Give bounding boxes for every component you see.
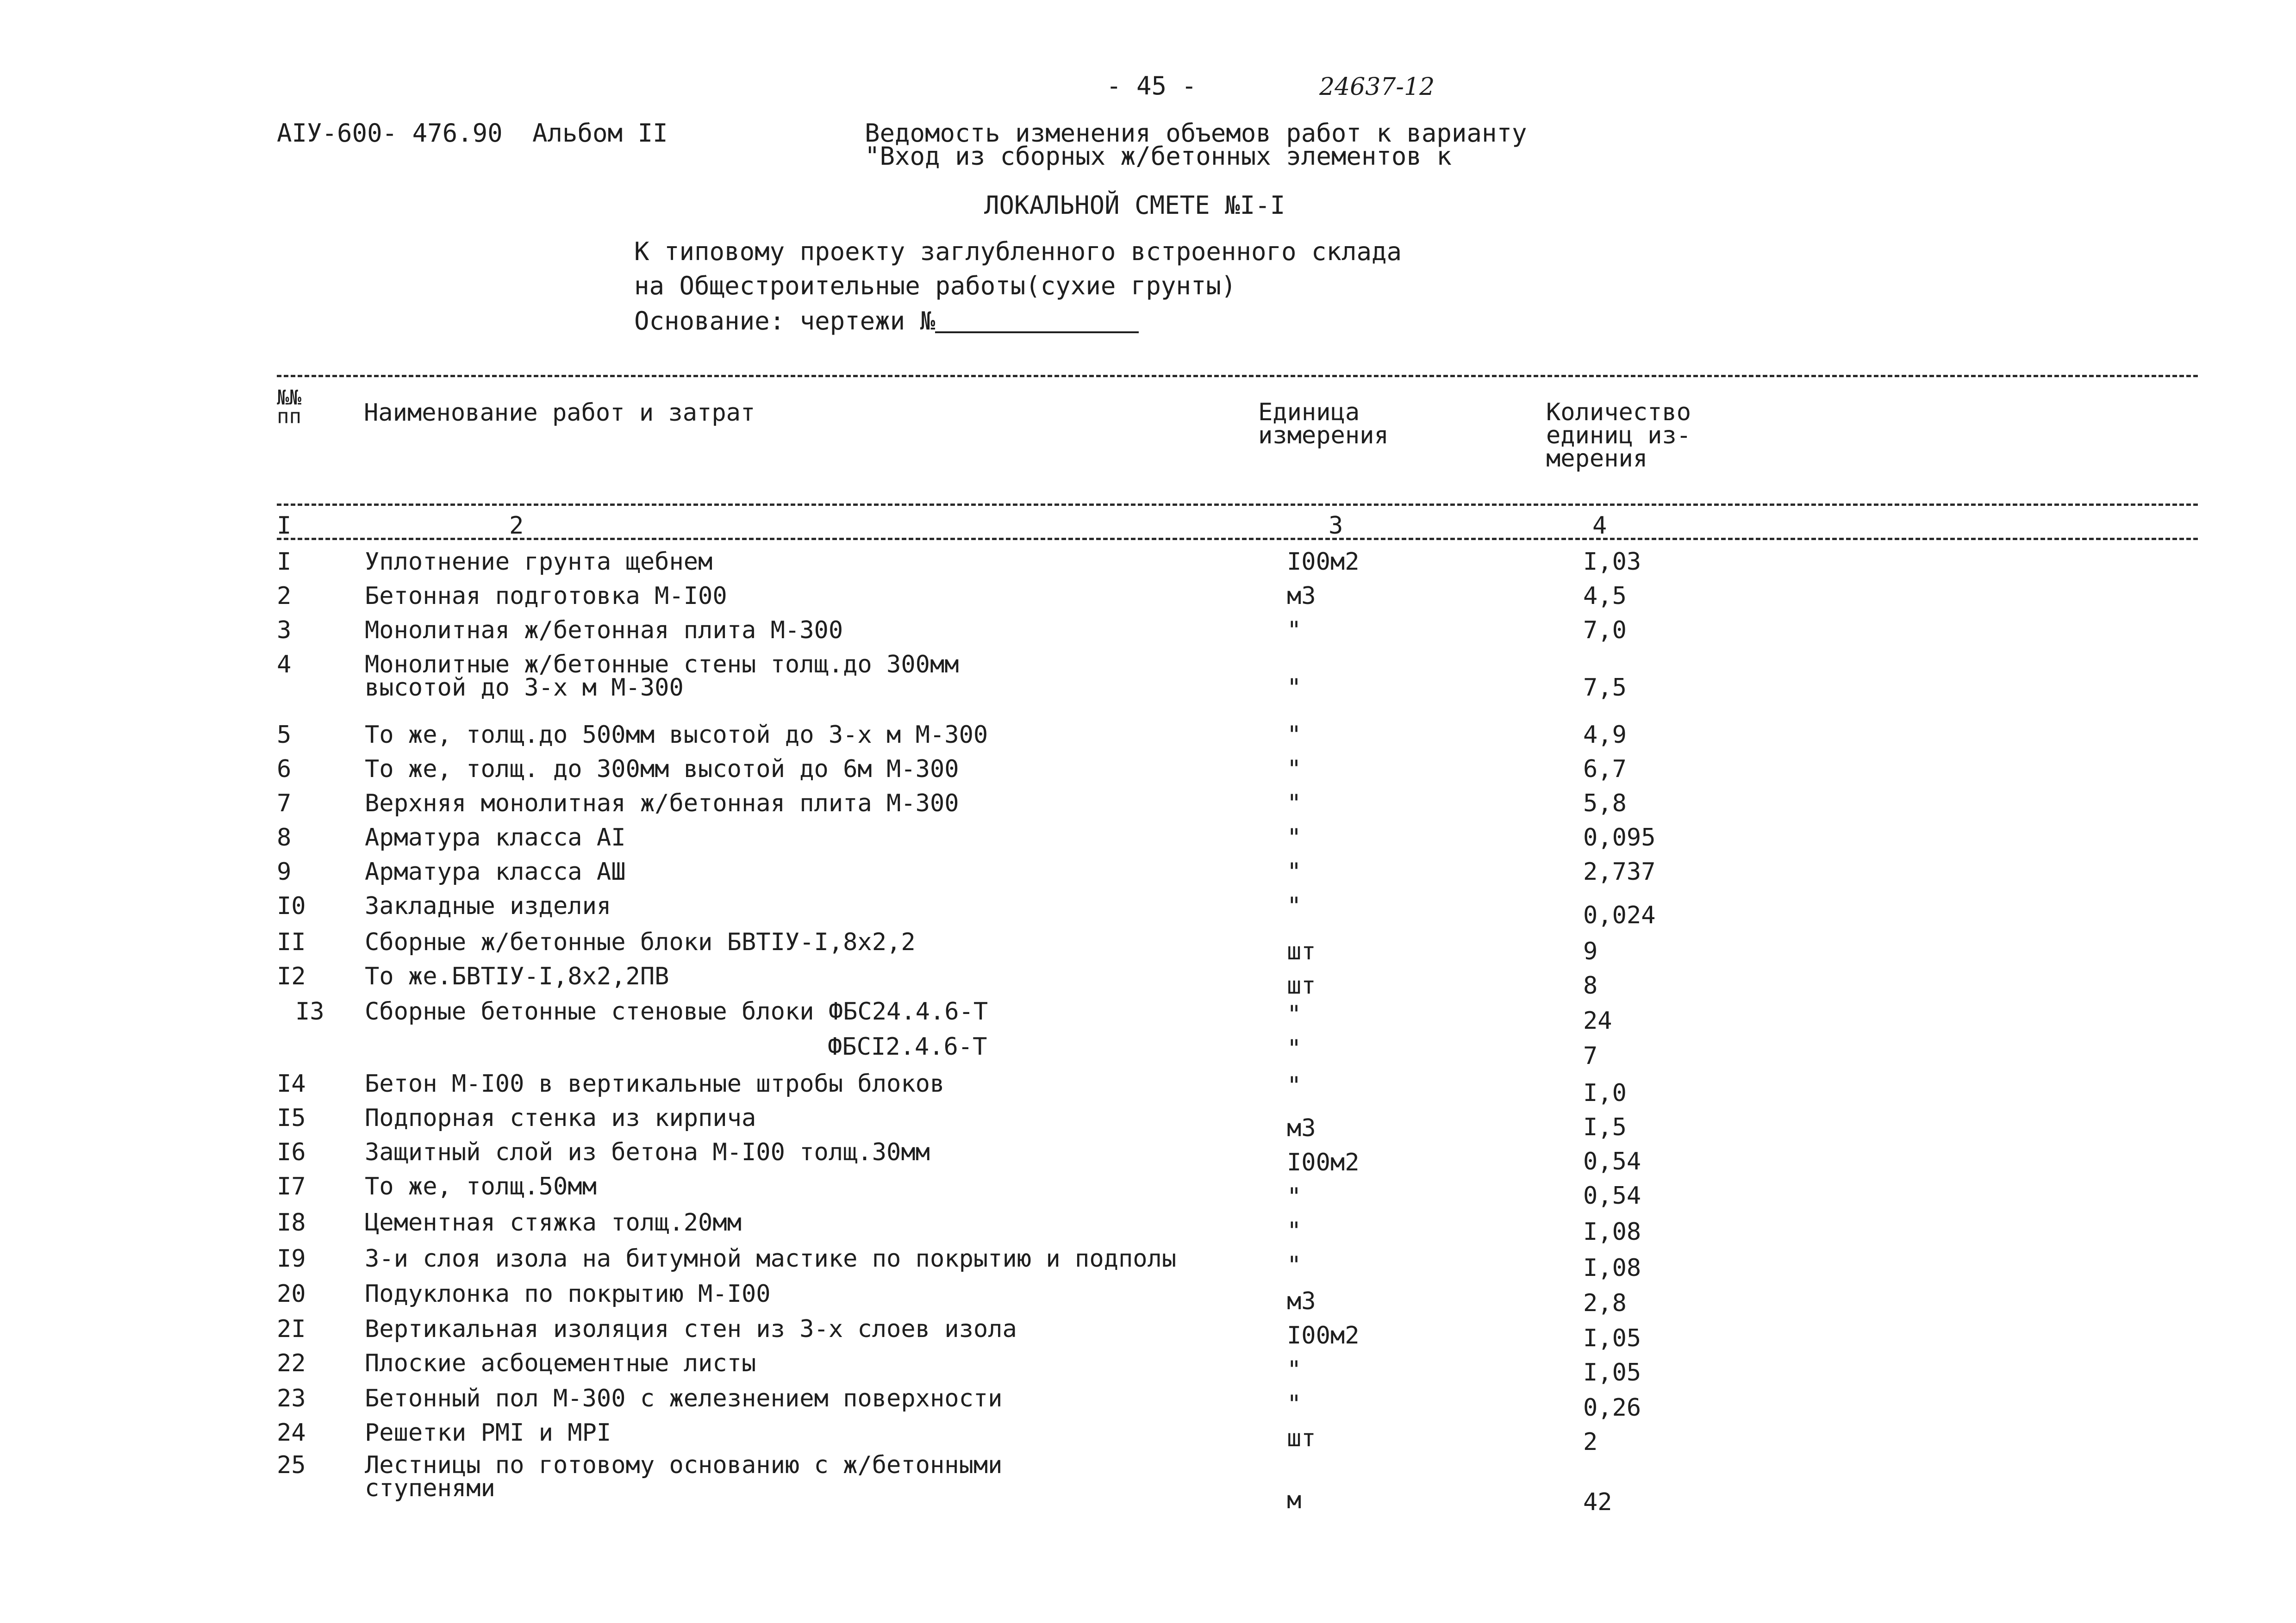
row-unit: I00м2 [1287, 1149, 1360, 1176]
row-unit: шт [1287, 1424, 1316, 1452]
row-name: Арматура класса АI [365, 824, 626, 852]
row-name: Подуклонка по покрытию М-I00 [365, 1280, 771, 1308]
row-name: Решетки РМI и МРI [365, 1419, 611, 1447]
header-album: Альбом II [532, 118, 668, 148]
header-title-line2: "Вход из сборных ж/бетонных элементов к [865, 142, 1452, 171]
row-qty: I,0 [1583, 1079, 1627, 1107]
row-unit: м3 [1287, 1287, 1316, 1315]
table-divider-bottom [277, 538, 2198, 540]
row-number: 22 [277, 1349, 306, 1377]
row-name: Сборные ж/бетонные блоки БВТIУ-I,8х2,2 [365, 928, 916, 956]
row-number: 4 [277, 651, 292, 678]
header-qty-line3: мерения [1546, 445, 1648, 473]
row-qty: 8 [1583, 972, 1598, 1000]
row-qty: 0,024 [1583, 902, 1656, 929]
row-qty: I,5 [1583, 1113, 1627, 1141]
row-unit: " [1287, 1390, 1302, 1418]
row-number: 24 [277, 1419, 306, 1447]
header-title-line3: ЛОКАЛЬНОЙ СМЕТЕ №I-I [984, 191, 1285, 220]
row-name-cont: высотой до 3-х м М-300 [365, 674, 684, 702]
row-number: 2I [277, 1315, 306, 1343]
row-number: 20 [277, 1280, 306, 1308]
row-qty: 9 [1583, 938, 1598, 965]
row-unit: " [1287, 1217, 1302, 1245]
row-unit: " [1287, 616, 1302, 644]
row-qty: 7,5 [1583, 674, 1627, 702]
row-name: Сборные бетонные стеновые блоки ФБС24.4.6-Т [365, 998, 988, 1026]
header-num-line2: пп [277, 404, 301, 428]
row-number: I5 [277, 1104, 306, 1132]
row-number: I [277, 548, 292, 576]
row-name: Бетонный пол М-300 с железнением поверхности [365, 1385, 1003, 1412]
row-name: То же, толщ.до 500мм высотой до 3-х м М-300 [365, 721, 988, 749]
row-number: I7 [277, 1173, 306, 1200]
basis-label [634, 306, 1139, 336]
row-number: I6 [277, 1138, 306, 1166]
row-number: I3 [295, 998, 324, 1026]
row-name: То же, толщ. до 300мм высотой до 6м М-300 [365, 755, 959, 783]
row-qty: 0,095 [1583, 824, 1656, 852]
row-name-cont: ступенями [365, 1474, 495, 1502]
project-line1: К типовому проекту заглубленного встроенного склада [634, 237, 1402, 266]
row-number: 6 [277, 755, 292, 783]
row-name: Защитный слой из бетона М-I00 толщ.30мм [365, 1138, 930, 1166]
row-qty: 7 [1583, 1042, 1598, 1070]
row-unit: " [1287, 824, 1302, 852]
colnum-1: I [277, 512, 292, 540]
row-qty: I,05 [1583, 1359, 1641, 1387]
row-number: I0 [277, 892, 306, 920]
row-unit: " [1287, 892, 1302, 920]
row-number: 9 [277, 858, 292, 886]
row-number: 3 [277, 616, 292, 644]
row-unit: " [1287, 755, 1302, 783]
header-name: Наименование работ и затрат [364, 399, 755, 427]
row-number: 23 [277, 1385, 306, 1412]
row-name: То же, толщ.50мм [365, 1173, 597, 1200]
document-code: 24637-12 [1319, 73, 1435, 101]
row-qty: 0,54 [1583, 1182, 1641, 1210]
header-qty [1546, 398, 1691, 473]
row-unit: " [1287, 1072, 1302, 1100]
row-name: Арматура класса АШ [365, 858, 626, 886]
row-number: I9 [277, 1245, 306, 1273]
row-name: Закладные изделия [365, 892, 611, 920]
row-name: Уплотнение грунта щебнем [365, 548, 713, 576]
row-qty: I,08 [1583, 1254, 1641, 1282]
row-qty: 4,5 [1583, 582, 1627, 610]
row-qty: 42 [1583, 1488, 1612, 1516]
row-number: 8 [277, 824, 292, 852]
row-qty: 2,8 [1583, 1289, 1627, 1317]
row-qty: 0,26 [1583, 1394, 1641, 1422]
header-unit [1258, 398, 1389, 449]
row-unit: " [1287, 1035, 1302, 1063]
header-unit-line1: Единица [1258, 398, 1360, 426]
row-qty: 7,0 [1583, 616, 1627, 644]
row-number: II [277, 928, 306, 956]
header-qty-line2: единиц из- [1546, 422, 1691, 449]
colnum-2: 2 [509, 512, 524, 540]
basis-label-text: Основание: чертежи № [634, 306, 936, 336]
row-name: 3-и слоя изола на битумной мастике по покрытию и подполы [365, 1245, 1177, 1273]
row-unit: шт [1287, 972, 1316, 1000]
row-qty: 2,737 [1583, 858, 1656, 886]
row-unit: м [1287, 1486, 1302, 1514]
row-qty: 2 [1583, 1428, 1598, 1456]
row-qty: 0,54 [1583, 1148, 1641, 1175]
row-unit: " [1287, 674, 1302, 702]
row-qty: I,05 [1583, 1325, 1641, 1352]
header-num [277, 386, 301, 428]
row-name: Вертикальная изоляция стен из 3-х слоев изола [365, 1315, 1017, 1343]
row-unit: м3 [1287, 582, 1316, 610]
row-unit: " [1287, 1183, 1302, 1211]
basis-blank-line [935, 308, 1139, 333]
header-unit-line2: измерения [1258, 422, 1389, 449]
row-name: Плоские асбоцементные листы [365, 1349, 756, 1377]
header-num-line1: №№ [277, 386, 301, 410]
row-name: ФБСI2.4.6-Т [828, 1033, 987, 1061]
row-qty: I,03 [1583, 548, 1641, 576]
header-qty-line1: Количество [1546, 398, 1691, 426]
row-qty: I,08 [1583, 1218, 1641, 1246]
row-name: Бетонная подготовка М-I00 [365, 582, 727, 610]
row-number: I8 [277, 1209, 306, 1237]
row-name: Подпорная стенка из кирпича [365, 1104, 756, 1132]
colnum-4: 4 [1592, 512, 1607, 540]
row-unit: м3 [1287, 1114, 1316, 1142]
row-unit: " [1287, 1001, 1302, 1028]
table-divider-top [277, 375, 2198, 377]
row-name: Лестницы по готовому основанию с ж/бетонными [365, 1451, 1003, 1479]
table-divider-mid [277, 504, 2198, 506]
row-name: Верхняя монолитная ж/бетонная плита М-300 [365, 790, 959, 817]
row-qty: 24 [1583, 1007, 1612, 1035]
row-name: Монолитные ж/бетонные стены толщ.до 300мм [365, 651, 959, 678]
row-name: Цементная стяжка толщ.20мм [365, 1209, 742, 1237]
row-number: 5 [277, 721, 292, 749]
row-unit: I00м2 [1287, 548, 1360, 576]
row-qty: 6,7 [1583, 755, 1627, 783]
row-name: Монолитная ж/бетонная плита М-300 [365, 616, 843, 644]
colnum-3: 3 [1329, 512, 1343, 540]
row-unit: " [1287, 1251, 1302, 1279]
row-name: Бетон М-I00 в вертикальные штробы блоков [365, 1070, 945, 1098]
row-unit: I00м2 [1287, 1322, 1360, 1349]
row-qty: 4,9 [1583, 721, 1627, 749]
header-title-line1: Ведомость изменения объемов работ к варианту [865, 118, 1527, 148]
row-unit: " [1287, 858, 1302, 886]
page-number: - 45 - [1106, 71, 1197, 100]
row-unit: " [1287, 721, 1302, 749]
row-qty: 5,8 [1583, 790, 1627, 817]
row-number: 2 [277, 582, 292, 610]
row-unit: " [1287, 1356, 1302, 1384]
header-code: АIУ-600- 476.90 [277, 118, 503, 148]
project-line2: на Общестроительные работы(сухие грунты) [634, 271, 1236, 300]
row-number: 25 [277, 1451, 306, 1479]
row-number: 7 [277, 790, 292, 817]
row-unit: " [1287, 790, 1302, 817]
row-name: То же.БВТIУ-I,8х2,2ПВ [365, 963, 669, 990]
row-number: I4 [277, 1070, 306, 1098]
row-unit: шт [1287, 938, 1316, 965]
row-number: I2 [277, 963, 306, 990]
